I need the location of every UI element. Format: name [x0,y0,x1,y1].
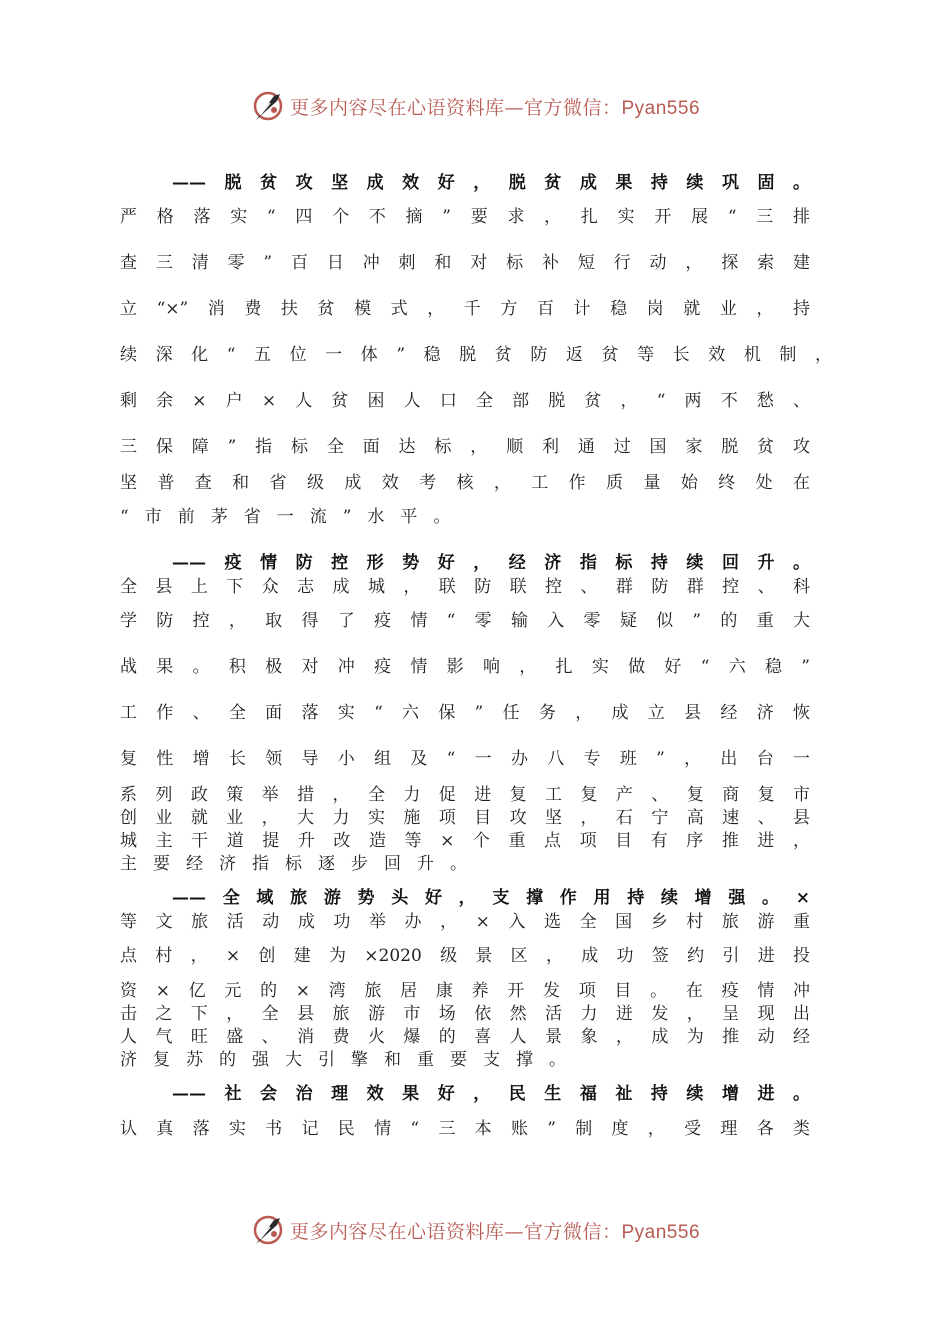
body-line: “市前茅省一流”水平。 [120,507,467,527]
body-line: 学防控，取得了疫情“零输入零疑似”的重大 [120,611,810,631]
quill-pen-icon [250,1212,286,1248]
body-line: 全县上下众志成城，联防联控、群防群控、科 [120,577,810,597]
body-line: 坚普查和省级成效考核，工作质量始终处在 [120,473,810,493]
body-line: 严格落实“四个不摘”要求，扎实开展“三排 [120,207,810,227]
header-watermark-banner [0,88,950,124]
body-line: 立“×”消费扶贫模式，千方百计稳岗就业，持 [120,299,810,319]
section-heading: ——全域旅游势头好，支撑作用持续增强。× [172,888,810,908]
body-line: 主要经济指标逐步回升。 [120,854,483,874]
watermark-text: 更多内容尽在心语资料库—官方微信：Pyan556 [289,96,701,119]
section-heading: ——脱贫攻坚成效好，脱贫成果持续巩固。 [172,173,810,193]
body-line: 三保障”指标全面达标，顺利通过国家脱贫攻 [120,437,810,457]
section-heading: ——疫情防控形势好，经济指标持续回升。 [172,553,810,573]
watermark-text: 更多内容尽在心语资料库—官方微信：Pyan556 [289,1220,701,1243]
body-line: 击之下，全县旅游市场依然活力迸发，呈现出 [120,1004,810,1024]
body-line: 查三清零”百日冲刺和对标补短行动，探索建 [120,253,810,273]
footer-watermark-banner [0,1212,950,1248]
body-line: 等文旅活动成功举办，×入选全国乡村旅游重 [120,912,810,932]
body-line: 城主干道提升改造等×个重点项目有序推进， [120,831,810,851]
body-line: 创业就业，大力实施项目攻坚，石宁高速、县 [120,808,810,828]
quill-pen-icon [250,88,286,124]
body-line: 系列政策举措，全力促进复工复产、复商复市 [120,785,810,805]
body-line: 资×亿元的×湾旅居康养开发项目。在疫情冲 [120,981,810,1001]
body-line: 人气旺盛、消费火爆的喜人景象，成为推动经 [120,1027,810,1047]
body-line: 复性增长领导小组及“一办八专班”，出台一 [120,749,810,769]
section-heading: ——社会治理效果好，民生福祉持续增进。 [172,1084,810,1104]
body-line: 续深化“五位一体”稳脱贫防返贫等长效机制， [120,345,832,365]
body-line: 认真落实书记民情“三本账”制度，受理各类 [120,1119,810,1139]
body-line: 点村，×创建为×2020级景区，成功签约引进投 [120,946,810,966]
body-line: 工作、全面落实“六保”任务，成立县经济恢 [120,703,810,723]
body-line: 剩余×户×人贫困人口全部脱贫，“两不愁、 [120,391,810,411]
body-line: 战果。积极对冲疫情影响，扎实做好“六稳” [120,657,810,677]
body-line: 济复苏的强大引擎和重要支撑。 [120,1050,582,1070]
